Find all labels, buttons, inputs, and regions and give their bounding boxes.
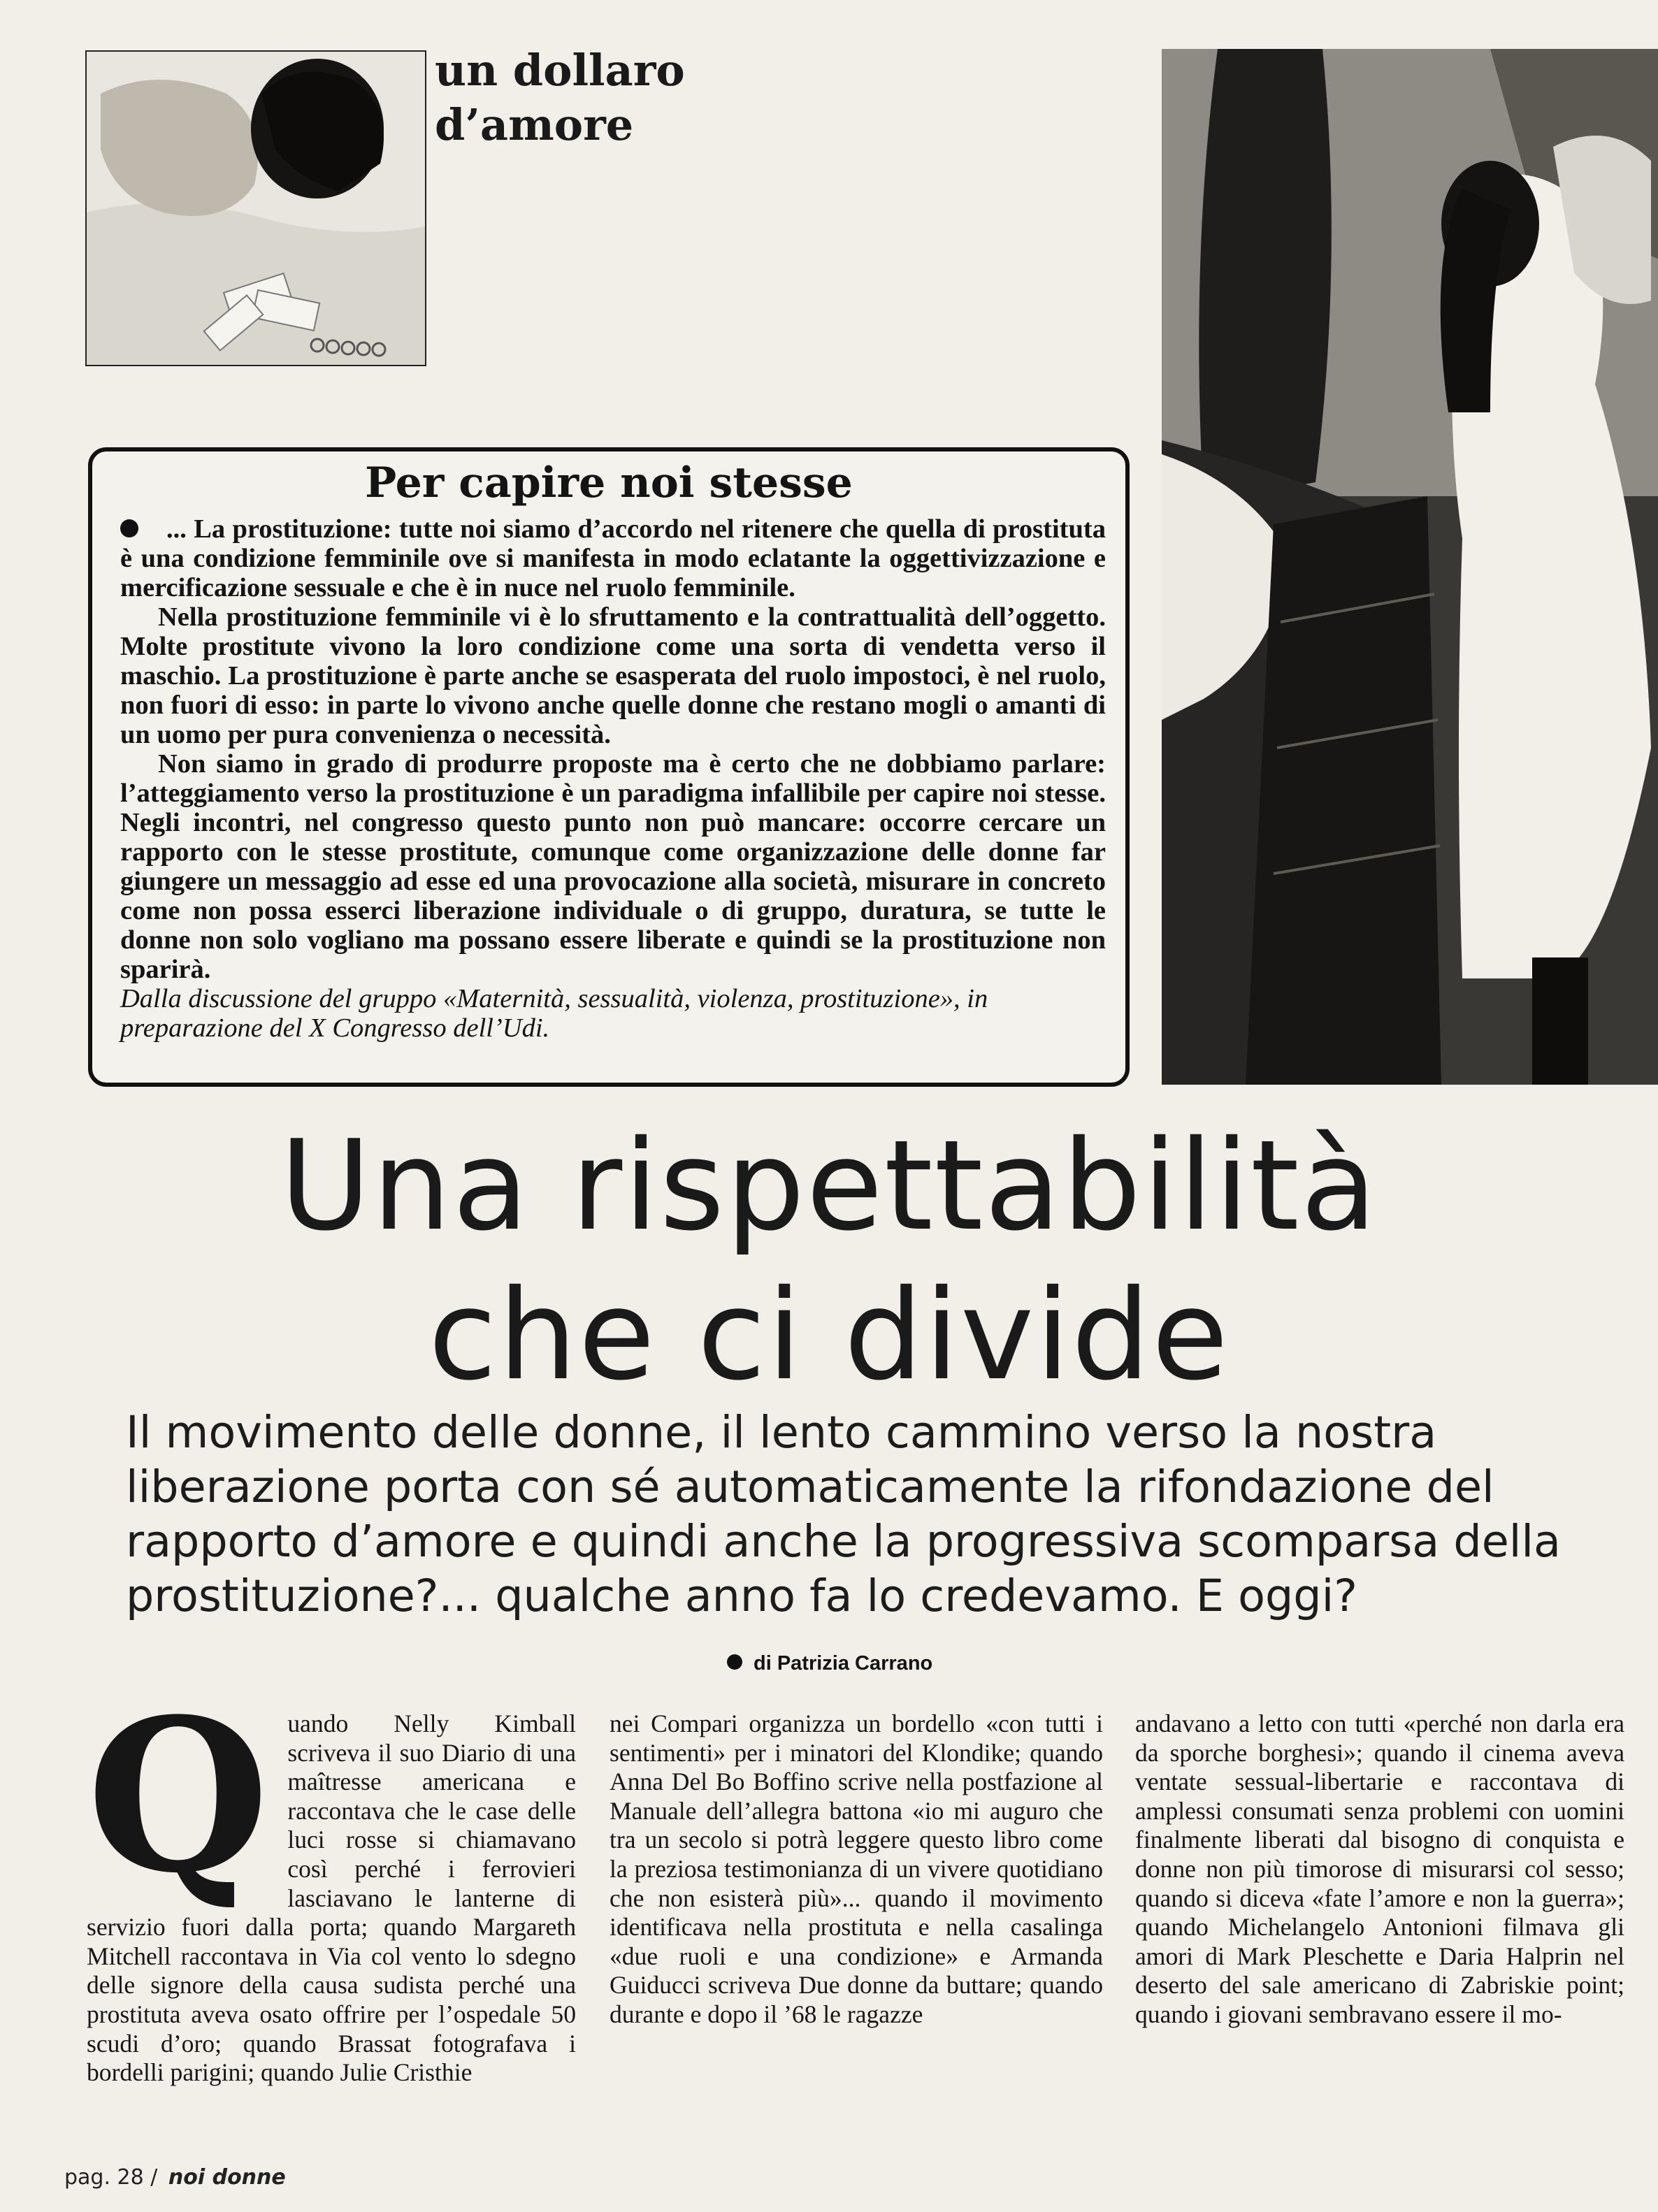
photo-victorian-girl: [1162, 49, 1658, 1085]
photo-woman-with-banknotes: [85, 50, 426, 366]
section-kicker: [435, 43, 685, 152]
sidebar-credit: Dalla discussione del gruppo «Maternità, sessualità, violenza, prostituzione», in preparazione del X Congresso dell’Udi.: [120, 984, 988, 1043]
magazine-brand: noi donne: [168, 2165, 286, 2190]
bullet-icon: [120, 519, 138, 537]
body-text: nei Compari organizza un bordello «con tutti i sentimenti» per i minatori del Klondike; quando Anna Del Bo Boffino scrive nella postfazione al Manuale dell’allegra battona «io mi auguro che tra un secolo si potrà leggere questo libro come la preziosa testimonianza di un vivere quotidiano che non esisterà più»... quando il movimento identificava nella prostituta e nella casalinga «due ruoli e una condizione» e Armanda Guiducci scriveva Due donne da buttare; quando durante e dopo il ’68 le ragazze: [610, 1709, 1103, 2028]
headline-line-2: che ci divide: [428, 1263, 1230, 1408]
kicker-line-1: un dollaro: [435, 45, 685, 96]
sidebar-body: [120, 514, 1106, 1043]
body-text: uando Nelly Kimball scriveva il suo Diario di una maîtresse americana e raccontava che le case delle luci rosse si chiamavano così perché i ferrovieri lasciavano le lanterne di servizio fuori dalla porta; quando Margareth Mitchell raccontava in Via col vento lo sdegno delle signore della causa sudista perché una prostituta aveva osato offrire per l’ospedale 50 scudi d’oro; quando Brassat fotografava i bordelli parigini; quando Julie Cristhie: [87, 1709, 576, 2087]
body-text: andavano a letto con tutti «perché non darla era da sporche borghesi»; quando il cinema aveva ventate sessual-libertarie e raccontava di amplessi consumati senza problemi con uomini finalmente liberati dal bisogno di conquista e donne non più timorose di misurarsi col sesso; quando si diceva «fate l’amore e non la guerra»; quando Michelangelo Antonioni filmava gli amori di Mark Pleschette e Daria Halprin nel deserto del sale americano di Zabriskie point; quando i giovani sembravano essere il mo-: [1135, 1709, 1624, 2028]
byline: di Patrizia Carrano: [727, 1652, 932, 1675]
bullet-icon: [727, 1654, 742, 1670]
body-column-2: [610, 1709, 1103, 2030]
page-number: pag. 28 /: [64, 2165, 158, 2190]
sidebar-paragraph: Non siamo in grado di produrre proposte ma è certo che ne dobbiamo parlare: l’atteggiamento verso la prostituzione è un paradigma infallibile per capire noi stesse. Negli incontri, nel congresso questo punto non può mancare: occorre cercare un rapporto con le stesse prostitute, comunque come organizzazione delle donne far giungere un messaggio ad esse ed una provocazione alla società, misurare in concreto come non possa esserci liberazione individuale o di gruppo, duratura, se tutte le donne non solo vogliano ma possano essere liberate e quindi se la prostituzione non sparirà.: [120, 749, 1106, 984]
drop-cap: Q: [87, 1672, 270, 1919]
body-column-3: [1135, 1709, 1624, 2030]
sidebar-paragraph: Nella prostituzione femminile vi è lo sfruttamento e la contrattualità dell’oggetto. Molte prostitute vivono la loro condizione come una sorta di vendetta verso il maschio. La prostituzione è parte anche se esasperata del ruolo impostoci, è nel ruolo, non fuori di esso: in parte lo vivono anche quelle donne che restano mogli o amanti di un uomo per pura convenienza o necessità.: [120, 602, 1106, 749]
page-footer: [64, 2165, 286, 2190]
sidebar-paragraph: ... La prostituzione: tutte noi siamo d’accordo nel ritenere che quella di prostituta è una condizione femminile ove si manifesta in modo eclatante la oggettivizzazione e mercificazione sessuale e che è in nuce nel ruolo femminile.: [120, 514, 1106, 602]
sidebar-title: Per capire noi stesse: [365, 458, 853, 507]
kicker-line-2: d’amore: [435, 99, 634, 150]
sidebar-box: [88, 447, 1130, 1087]
article-headline: [0, 1111, 1658, 1410]
body-column-1: [87, 1672, 576, 2088]
headline-line-1: Una rispettabilità: [280, 1113, 1378, 1258]
article-deck: Il movimento delle donne, il lento cammino verso la nostra liberazione porta con sé automaticamente la rifondazione del rapporto d’amore e quindi anche la progressiva scomparsa della prostituzione?... qualche anno fa lo credevamo. E oggi?: [126, 1406, 1561, 1621]
